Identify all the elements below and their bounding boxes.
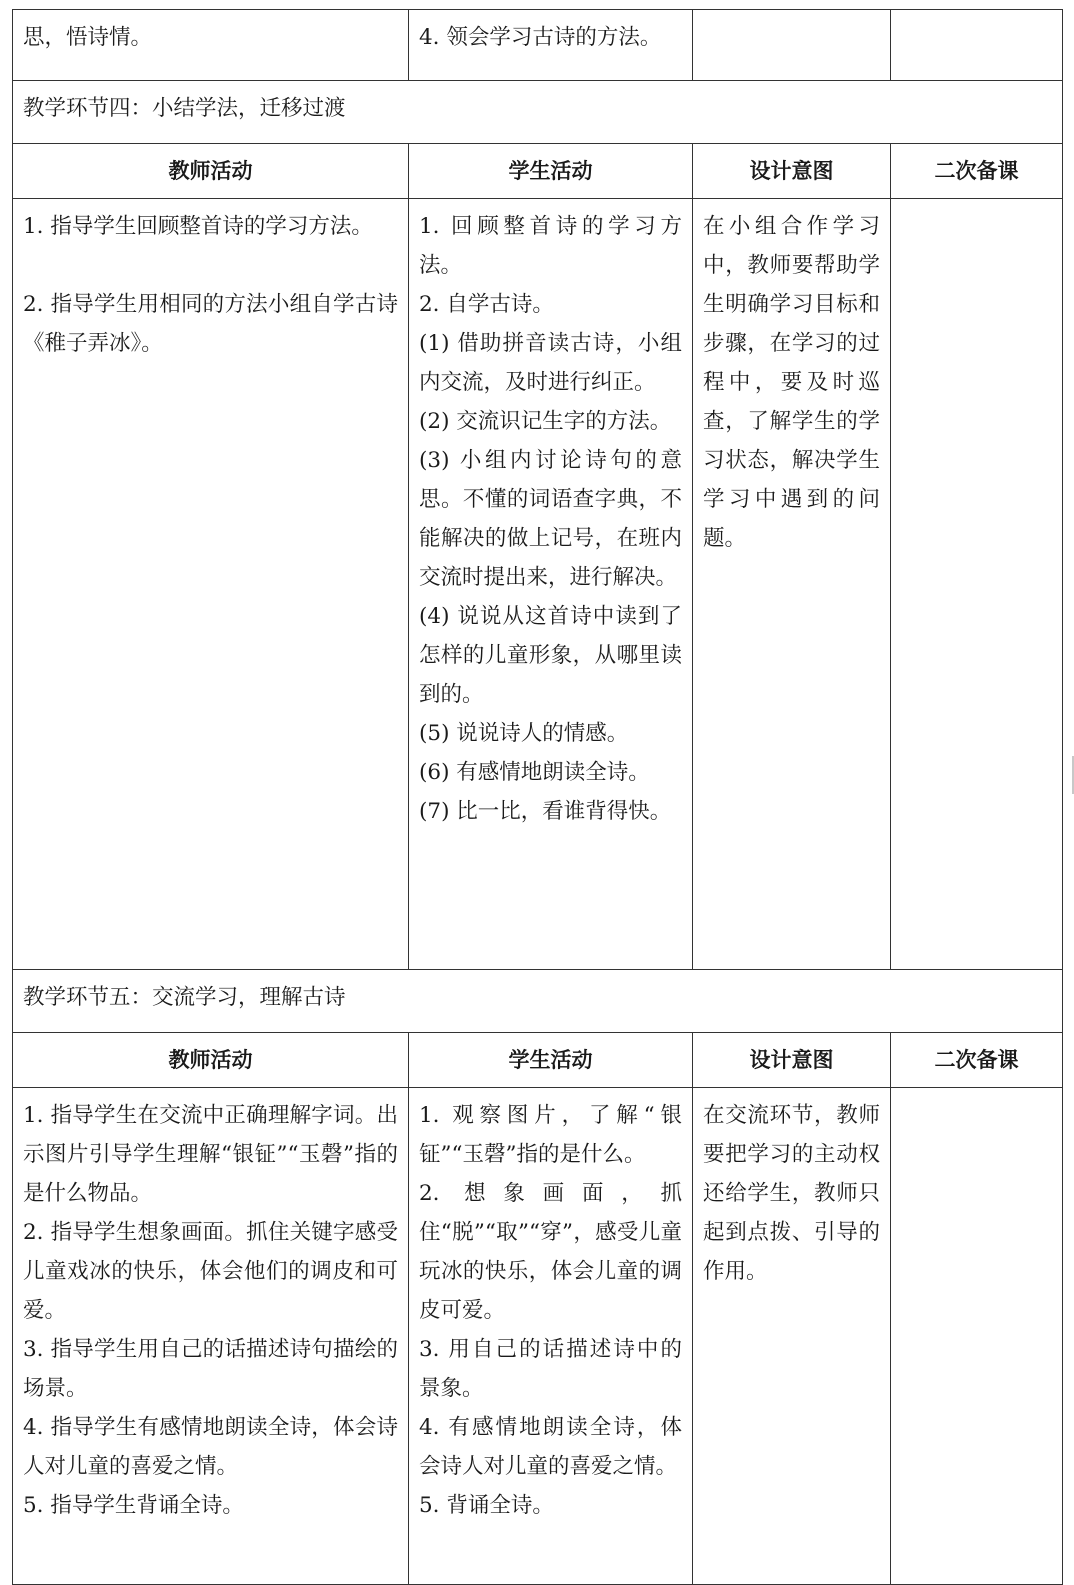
- student-item: 2. 自学古诗。: [419, 292, 554, 317]
- student-item: 2. 想象画面，抓住“脱”“取”“穿”，感受儿童玩冰的快乐，体会儿童的调皮可爱。: [419, 1181, 682, 1323]
- section-4-second-prep-cell: [891, 199, 1063, 970]
- teacher-item: 4. 指导学生有感情地朗读全诗，体会诗人对儿童的喜爱之情。: [23, 1415, 398, 1479]
- section-4-header-row: [13, 144, 1063, 199]
- teacher-item: 3. 指导学生用自己的话描述诗句描绘的场景。: [23, 1337, 398, 1401]
- section-4-title-row: [13, 81, 1063, 144]
- section-4-teacher-cell: [13, 199, 409, 970]
- student-item: 1. 回顾整首诗的学习方法。: [419, 214, 682, 278]
- student-item: (7) 比一比，看谁背得快。: [419, 799, 672, 824]
- continued-row: [13, 10, 1063, 81]
- teacher-item: 1. 指导学生在交流中正确理解字词。出示图片引导学生理解“银钲”“玉磬”指的是什么物品。: [23, 1103, 398, 1206]
- student-item: 1. 观察图片，了解“银钲”“玉磬”指的是什么。: [419, 1103, 682, 1167]
- header-design-intent: 设计意图: [693, 144, 891, 199]
- second-prep-empty: [891, 10, 1063, 81]
- section-4-intent-cell: 在小组合作学习中，教师要帮助学生明确学习目标和步骤，在学习的过程中，要及时巡查，了解学生的学习状态，解决学生学习中遇到的问题。: [693, 199, 891, 970]
- student-item: (5) 说说诗人的情感。: [419, 721, 629, 746]
- student-item: (3) 小组内讨论诗句的意思。不懂的词语查字典，不能解决的做上记号，在班内交流时提出来，进行解决。: [419, 448, 682, 590]
- lesson-plan-table: [12, 9, 1063, 1585]
- header-second-prep: 二次备课: [891, 1033, 1063, 1088]
- teacher-item: 1. 指导学生回顾整首诗的学习方法。: [23, 214, 373, 239]
- student-item: 4. 有感情地朗读全诗，体会诗人对儿童的喜爱之情。: [419, 1415, 682, 1479]
- student-item: (1) 借助拼音读古诗，小组内交流，及时进行纠正。: [419, 331, 682, 395]
- section-4-student-cell: [409, 199, 693, 970]
- header-student-activity: 学生活动: [409, 144, 693, 199]
- teacher-item: 2. 指导学生想象画面。抓住关键字感受儿童戏冰的快乐，体会他们的调皮和可爱。: [23, 1220, 398, 1323]
- header-second-prep: 二次备课: [891, 144, 1063, 199]
- section-5-header-row: [13, 1033, 1063, 1088]
- section-5-second-prep-cell: [891, 1088, 1063, 1585]
- student-item: 5. 背诵全诗。: [419, 1493, 554, 1518]
- teacher-activity-tail: 思，悟诗情。: [13, 10, 409, 81]
- header-design-intent: 设计意图: [693, 1033, 891, 1088]
- student-item: (6) 有感情地朗读全诗。: [419, 760, 650, 785]
- section-4-title: 教学环节四：小结学法，迁移过渡: [13, 81, 1063, 144]
- section-5-title: 教学环节五：交流学习，理解古诗: [13, 970, 1063, 1033]
- section-5-teacher-cell: [13, 1088, 409, 1585]
- section-5-body-row: [13, 1088, 1063, 1585]
- teacher-item: 2. 指导学生用相同的方法小组自学古诗《稚子弄冰》。: [23, 292, 398, 356]
- section-4-body-row: [13, 199, 1063, 970]
- student-item: (2) 交流识记生字的方法。: [419, 409, 672, 434]
- student-activity-tail: 4. 领会学习古诗的方法。: [409, 10, 693, 81]
- section-5-intent-cell: 在交流环节，教师要把学习的主动权还给学生，教师只起到点拨、引导的作用。: [693, 1088, 891, 1585]
- header-student-activity: 学生活动: [409, 1033, 693, 1088]
- header-teacher-activity: 教师活动: [13, 144, 409, 199]
- section-5-student-cell: [409, 1088, 693, 1585]
- student-item: (4) 说说从这首诗中读到了怎样的儿童形象，从哪里读到的。: [419, 604, 682, 707]
- header-teacher-activity: 教师活动: [13, 1033, 409, 1088]
- design-intent-empty: [693, 10, 891, 81]
- student-item: 3. 用自己的话描述诗中的景象。: [419, 1337, 682, 1401]
- teacher-item: 5. 指导学生背诵全诗。: [23, 1493, 244, 1518]
- section-5-title-row: [13, 970, 1063, 1033]
